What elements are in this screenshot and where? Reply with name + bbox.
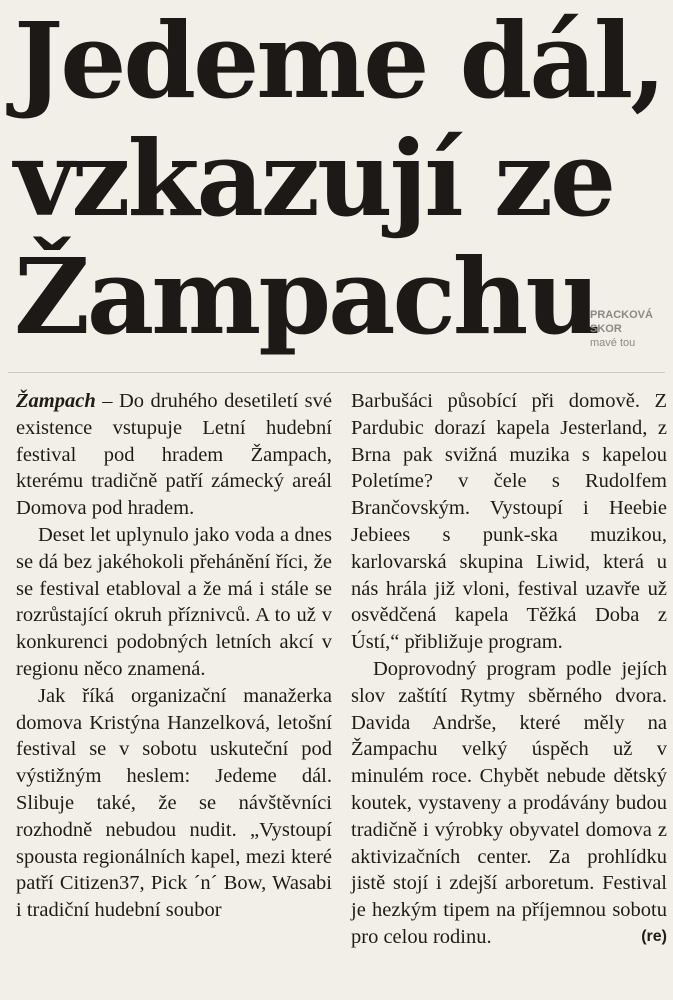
headline-line-3: Žampachu [14, 235, 599, 358]
headline [14, 2, 664, 356]
author-signature: (re) [641, 927, 667, 945]
paragraph-2: Deset let uplynulo jako voda a dnes se dá bez jakéhokoli přehánění říci, že se festival etabloval a že má i stále se rozrůstající okruh příznivců. A to už v konkurenci podobných letních akcí v regionu něco znamená. [16, 523, 332, 680]
paragraph-5-text: Doprovodný program podle jejích slov zaštítí Rytmy sběrného dvora. Davida Andrše, které měly na Žampachu velký úspěch už v minulém roce. Chybět nebude dětský koutek, vystaveny a prodávány budou tradičně i výrobky obyvatel domova z aktivizačních center. Za prohlídku jistě stojí i zdejší arboretum. Festival je hezkým tipem na příjemnou sobotu pro celou rodinu. [351, 657, 667, 948]
paragraph-3: Jak říká organizační manažerka domova Kristýna Hanzelková, letošní festival se v sobotu uskuteční pod výstižným heslem: Jedeme dál. Slibuje také, že se návštěvníci rozhodně nebudou nudit. „Vystoupí spousta regionálních kapel, mezi které patří Citizen37, Pick ´n´ Bow, Wasabi i tradiční hudební soubor [16, 684, 332, 922]
lead-text: – Do druhého desetiletí své existence vstupuje Letní hudební festival pod hradem Žampach, kterému tradičně patří zámecký areál Domova pod hradem. [16, 390, 332, 520]
article-column-right [351, 388, 667, 951]
article-column-left [16, 388, 332, 924]
adjacent-article-fragment [590, 308, 673, 358]
dateline-place: Žampach [16, 390, 96, 412]
adjacent-fragment-line-1: PRACKOVÁ SKOR [590, 309, 653, 335]
divider [8, 372, 665, 373]
headline-line-1: Jedeme dál, [14, 0, 664, 122]
lead-paragraph [16, 388, 332, 522]
headline-line-2: vzkazují ze [14, 117, 614, 240]
paragraph-4: Barbušáci působící při domově. Z Pardubic dorazí kapela Jesterland, z Brna pak svižná muzika s kapelou Poletíme? v čele s Rudolfem Brančovským. Vystoupí i Heebie Jebiees s punk-ska muzikou, karlovarská skupina Liwid, která u nás hrála již vloni, festival uzavře už osvědčená kapela Těžká Doba z Ústí,“ přibližuje program. [351, 390, 667, 654]
adjacent-fragment-line-2: mavé tou [590, 337, 636, 349]
paragraph-5 [351, 656, 667, 951]
